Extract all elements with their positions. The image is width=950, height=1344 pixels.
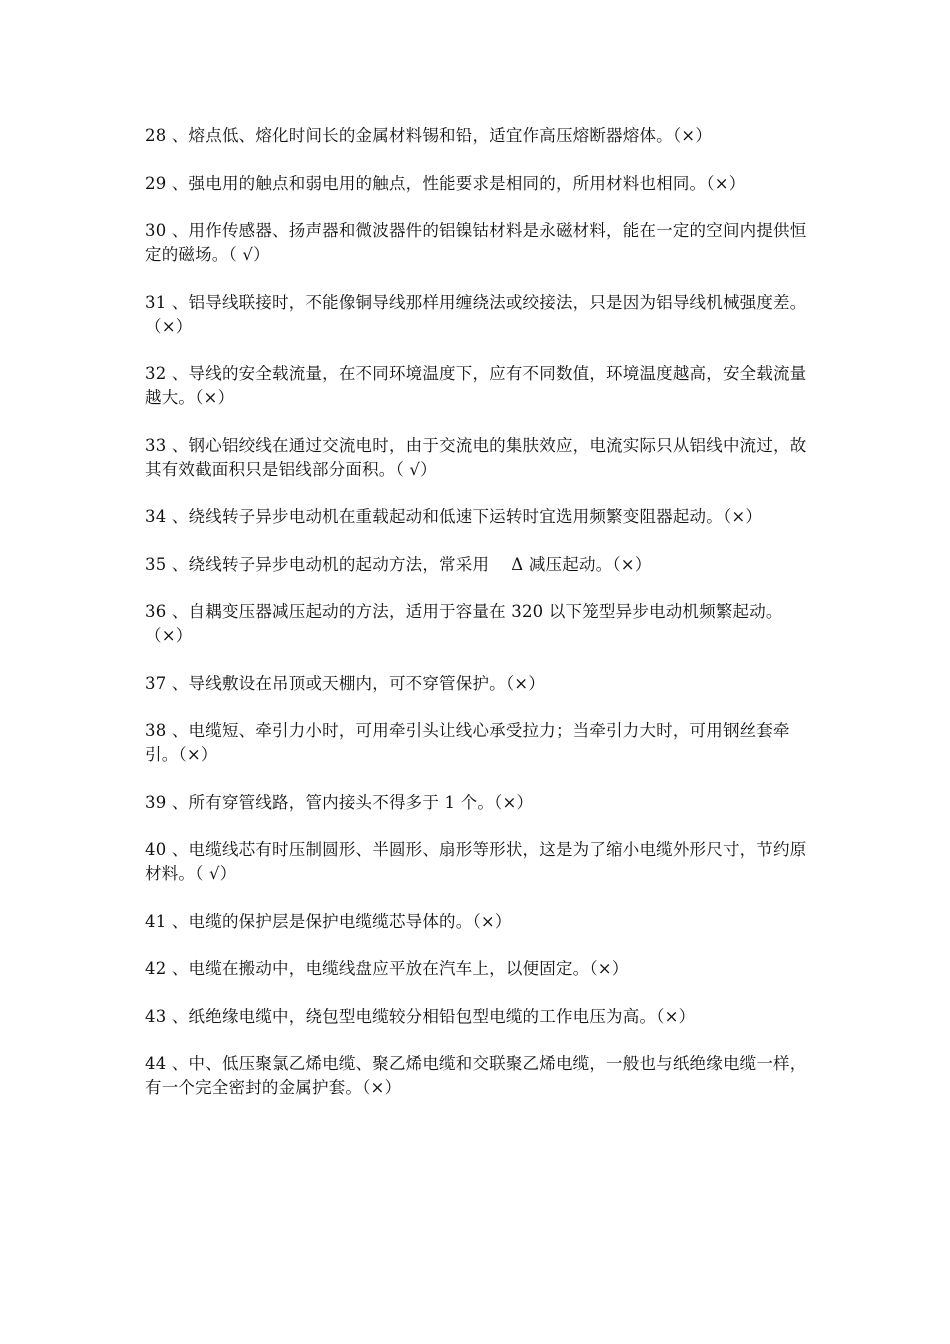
question-item: 35 、绕线转子异步电动机的起动方法，常采用 Δ 减压起动。（×）	[145, 554, 652, 574]
question-item: 42 、电缆在搬动中，电缆线盘应平放在汽车上，以便固定。（×）	[145, 959, 629, 978]
question-item: 31 、铝导线联接时，不能像铜导线那样用缠绕法或绞接法，只是因为铝导线机械强度差。（×）	[145, 292, 807, 336]
question-item: 44 、中、低压聚氯乙烯电缆、聚乙烯电缆和交联聚乙烯电缆，一般也与纸绝缘电缆一样，有一个完全密封的金属护套。（×）	[145, 1054, 807, 1097]
question-item: 28 、熔点低、熔化时间长的金属材料锡和铅，适宜作高压熔断器熔体。（×）	[145, 126, 713, 145]
question-item: 39 、所有穿管线路，管内接头不得多于 1 个。（×）	[145, 792, 534, 812]
question-item: 37 、导线敷设在吊顶或天棚内，可不穿管保护。（×）	[145, 673, 546, 693]
question-item: 34 、绕线转子异步电动机在重载起动和低速下运转时宜选用频繁变阻器起动。（×）	[145, 507, 763, 526]
question-item: 29 、强电用的触点和弱电用的触点，性能要求是相同的，所用材料也相同。（×）	[145, 173, 746, 193]
question-item: 41 、电缆的保护层是保护电缆缆芯导体的。（×）	[145, 911, 512, 931]
question-item: 33 、钢心铝绞线在通过交流电时，由于交流电的集肤效应，电流实际只从铝线中流过，故其有效截面积只是铝线部分面积。（ √）	[145, 435, 807, 479]
question-list	[145, 124, 810, 1124]
question-item: 36 、自耦变压器减压起动的方法，适用于容量在 320 以下笼型异步电动机频繁起动。（×）	[145, 602, 783, 645]
question-item: 38 、电缆短、牵引力小时，可用牵引头让线心承受拉力；当牵引力大时，可用钢丝套牵引。（×）	[145, 721, 790, 764]
question-item: 43 、纸绝缘电缆中，绕包型电缆较分相铅包型电缆的工作电压为高。（×）	[145, 1006, 696, 1026]
question-item: 32 、导线的安全载流量，在不同环境温度下，应有不同数值，环境温度越高，安全载流量越大。（×）	[145, 364, 807, 407]
question-item: 40 、电缆线芯有时压制圆形、半圆形、扇形等形状，这是为了缩小电缆外形尺寸，节约原材料。（ √）	[145, 840, 807, 883]
question-item: 30 、用作传感器、扬声器和微波器件的铝镍钴材料是永磁材料，能在一定的空间内提供恒定的磁场。（ √）	[145, 221, 807, 264]
